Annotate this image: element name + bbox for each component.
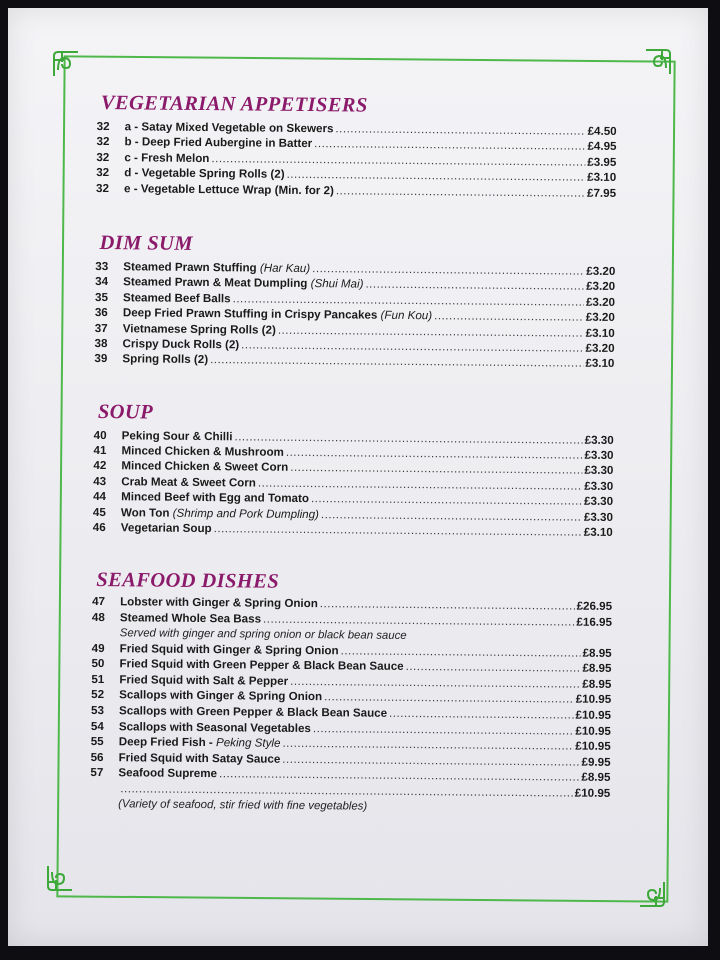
item-number: 49: [91, 641, 105, 655]
item-name: Won Ton (Shrimp and Pork Dumpling): [120, 505, 320, 521]
item-name: Scallops with Ginger & Spring Onion: [119, 688, 323, 704]
item-number: 47: [92, 595, 106, 609]
item-price: £3.30: [584, 494, 614, 509]
item-price: £3.20: [586, 264, 616, 278]
item-price: £10.95: [575, 724, 611, 738]
item-name: Minced Beef with Egg and Tomato: [121, 490, 310, 506]
item-number: 46: [92, 521, 106, 535]
item-description: Served with ginger and spring onion or black bean sauce: [119, 626, 407, 642]
item-description: (Variety of seafood, stir fried with fine vegetables): [118, 797, 368, 813]
item-name: Deep Fried Fish - Peking Style: [118, 735, 281, 750]
section-seafood-dishes: [90, 569, 612, 816]
item-price: £10.95: [575, 708, 612, 722]
item-name: Scallops with Seasonal Vegetables: [118, 719, 311, 735]
item-name: Seafood Supreme: [118, 766, 218, 781]
item-price: £10.95: [575, 739, 611, 754]
item-number: 41: [93, 444, 107, 458]
item-name: Steamed Prawn & Meat Dumpling (Shui Mai): [123, 275, 364, 291]
item-number: 44: [93, 490, 107, 504]
celtic-knot-corner-icon: [46, 864, 74, 892]
item-number: 32: [96, 119, 110, 134]
item-price: £7.95: [586, 186, 617, 200]
section-title: DIM SUM: [99, 231, 194, 255]
item-name: Fried Squid with Satay Sauce: [118, 751, 281, 766]
item-price: £3.95: [587, 155, 617, 169]
item-number: 48: [91, 610, 105, 625]
item-number: 34: [95, 275, 109, 289]
item-number: 45: [92, 505, 106, 519]
item-name: Fried Squid with Green Pepper & Black Bean Sauce: [119, 657, 404, 674]
item-number: 52: [91, 688, 105, 702]
item-price: £8.95: [582, 661, 612, 676]
item-price: £3.20: [585, 295, 616, 309]
item-number: 51: [91, 672, 105, 686]
item-name: Vegetarian Soup: [120, 521, 212, 536]
item-number: 57: [90, 766, 104, 780]
item-price: £8.95: [582, 677, 612, 691]
item-price: £8.95: [582, 646, 612, 660]
item-name: Vietnamese Spring Rolls (2): [122, 321, 276, 337]
item-price: £3.30: [584, 464, 614, 478]
item-price: £3.20: [585, 310, 615, 325]
item-name: c - Fresh Melon: [124, 151, 210, 165]
item-number: 37: [94, 321, 108, 335]
item-name: a - Satay Mixed Vegetable on Skewers: [124, 120, 334, 136]
item-number: 53: [91, 703, 105, 718]
item-price: £3.30: [584, 433, 614, 447]
item-note: (Shui Mai): [310, 277, 364, 291]
item-name: Minced Chicken & Sweet Corn: [121, 459, 289, 475]
section-vegetarian-appetisers: [96, 92, 617, 201]
item-name: Minced Chicken & Mushroom: [121, 444, 284, 459]
section-title: VEGETARIAN APPETISERS: [100, 92, 368, 117]
section-soup: [93, 401, 614, 541]
item-number: 36: [94, 306, 108, 320]
dot-leader: [214, 521, 582, 540]
item-name: Crab Meat & Sweet Corn: [121, 475, 256, 490]
item-number: 56: [90, 750, 104, 764]
item-price: £9.95: [581, 755, 611, 769]
item-price: £3.30: [583, 510, 614, 524]
item-name: b - Deep Fried Aubergine in Batter: [124, 135, 313, 151]
item-name: Peking Sour & Chilli: [121, 428, 233, 444]
item-name: e - Vegetable Lettuce Wrap (Min. for 2): [124, 181, 334, 197]
item-name: Fried Squid with Salt & Pepper: [119, 673, 289, 688]
item-price: £3.30: [584, 479, 614, 493]
item-price: £16.95: [576, 615, 612, 629]
item-note: (Fun Kou): [380, 308, 433, 323]
item-name: Steamed Prawn Stuffing (Har Kau): [123, 260, 311, 276]
celtic-knot-corner-icon: [644, 48, 672, 76]
item-number: 42: [93, 459, 107, 473]
item-note: Peking Style: [215, 736, 281, 750]
item-name: Steamed Whole Sea Bass: [119, 611, 262, 626]
item-number: 35: [94, 290, 108, 304]
celtic-knot-corner-icon: [52, 50, 80, 78]
celtic-knot-corner-icon: [638, 880, 666, 908]
dot-leader: [336, 183, 585, 201]
item-price: £8.95: [581, 771, 611, 785]
item-name: Deep Fried Prawn Stuffing in Crispy Pancakes (Fun Kou): [122, 306, 433, 323]
item-number: 54: [90, 719, 104, 733]
item-number: 32: [96, 135, 110, 149]
item-number: 40: [93, 428, 107, 442]
item-number: 55: [90, 735, 104, 749]
item-number: 32: [96, 150, 110, 164]
item-price: £3.20: [585, 341, 615, 355]
item-number: 39: [94, 352, 108, 366]
section-title: SEAFOOD DISHES: [96, 569, 280, 594]
item-price: £10.95: [574, 786, 611, 800]
item-name: Lobster with Ginger & Spring Onion: [120, 595, 318, 611]
item-price: £3.10: [583, 525, 613, 540]
item-price: £3.30: [584, 448, 614, 463]
item-number: 33: [95, 259, 109, 274]
item-price: £3.10: [585, 356, 615, 371]
dot-leader: [406, 659, 581, 676]
item-name: Spring Rolls (2): [122, 352, 209, 367]
item-number: 38: [94, 336, 108, 351]
item-price: £3.10: [585, 326, 615, 340]
section-dim-sum: [94, 232, 615, 372]
item-name: Fried Squid with Ginger & Spring Onion: [119, 641, 339, 657]
section-title: SOUP: [97, 400, 154, 424]
item-name: d - Vegetable Spring Rolls (2): [124, 166, 285, 181]
dot-leader: [434, 308, 584, 325]
item-note: (Shrimp and Pork Dumpling): [172, 506, 320, 521]
item-number: 32: [96, 166, 110, 180]
item-price: £10.95: [575, 693, 612, 707]
item-name: Steamed Beef Balls: [122, 290, 231, 306]
item-number: 50: [91, 657, 105, 671]
item-number: 43: [93, 474, 107, 488]
menu-content: [90, 92, 617, 817]
item-price: £4.95: [587, 140, 617, 154]
item-price: £4.50: [587, 124, 617, 138]
item-name: Scallops with Green Pepper & Black Bean Sauce: [118, 704, 388, 720]
item-name: Crispy Duck Rolls (2): [122, 337, 240, 352]
item-price: £3.10: [587, 170, 617, 185]
dot-leader: [389, 706, 574, 723]
item-price: £26.95: [576, 600, 613, 614]
item-note: (Har Kau): [259, 261, 311, 276]
item-number: 32: [96, 181, 110, 195]
dot-leader: [210, 352, 583, 371]
item-price: £3.20: [586, 280, 616, 294]
